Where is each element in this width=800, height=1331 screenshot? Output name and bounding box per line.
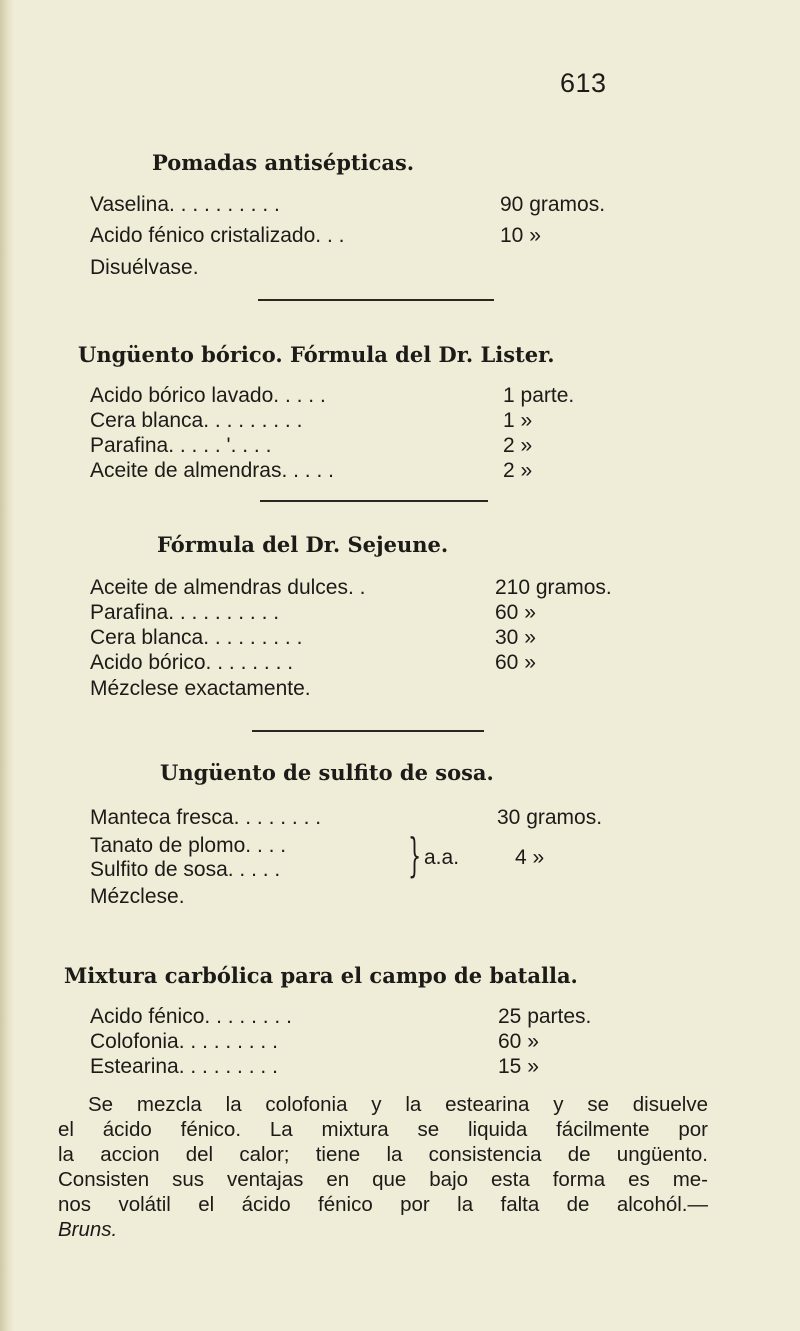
ingredient-amount: 1 » (503, 409, 533, 432)
author-signature: Bruns. (58, 1218, 118, 1241)
ingredient-name: Cera blanca. . . . . . . . . (90, 626, 303, 649)
ingredient-amount: 25 partes. (498, 1005, 592, 1028)
ingredient-name: Aceite de almendras dulces. . (90, 576, 366, 599)
ingredient-name: Acido bórico lavado. . . . . (90, 384, 326, 407)
paragraph-line: Se mezcla la colofonia y la estearina y se disuelve (88, 1093, 708, 1116)
section-title-formula-sejeune: Fórmula del Dr. Sejeune. (157, 532, 449, 557)
ingredient-amount: 1 parte. (503, 384, 575, 407)
ingredient-name: Acido bórico. . . . . . . . (90, 651, 294, 674)
section-divider (258, 299, 494, 301)
ingredient-amount: 60 » (495, 601, 536, 624)
ingredient-name: Estearina. . . . . . . . . (90, 1055, 278, 1078)
ingredient-name: Aceite de almendras. . . . . (90, 459, 334, 482)
ingredient-amount: 10 » (500, 224, 541, 247)
ingredient-name: Tanato de plomo. . . . (90, 834, 287, 857)
ingredient-amount: 30 » (495, 626, 536, 649)
ingredient-amount: 2 » (503, 434, 533, 457)
ingredient-amount: 2 » (503, 459, 533, 482)
ingredient-name: Colofonia. . . . . . . . . (90, 1030, 278, 1053)
ingredient-amount: 60 » (498, 1030, 539, 1053)
page-number: 613 (560, 68, 607, 98)
instruction-note: Disuélvase. (90, 256, 199, 279)
brace-label: a.a. (424, 846, 460, 869)
ingredient-name: Acido fénico cristalizado. . . (90, 224, 345, 247)
ingredient-amount: 210 gramos. (495, 576, 612, 599)
page-spine-shadow (0, 0, 14, 1331)
section-divider (260, 500, 488, 502)
ingredient-name: Parafina. . . . . . . . . . (90, 601, 280, 624)
section-divider (252, 730, 484, 732)
paragraph-line: la accion del calor; tiene la consistencia de ungüento. (58, 1143, 708, 1166)
section-title-unguento-borico: Ungüento bórico. Fórmula del Dr. Lister. (78, 342, 555, 367)
paragraph-line: el ácido fénico. La mixtura se liquida fácilmente por (58, 1118, 708, 1141)
paragraph-line: Consisten sus ventajas en que bajo esta forma es me- (58, 1168, 708, 1191)
section-title-mixtura-carbolica: Mixtura carbólica para el campo de batalla. (64, 963, 578, 988)
ingredient-amount: 30 gramos. (497, 806, 603, 829)
ingredient-name: Acido fénico. . . . . . . . (90, 1005, 292, 1028)
ingredient-amount: 60 » (495, 651, 536, 674)
paragraph-line: nos volátil el ácido fénico por la falta de alcohól.— (58, 1193, 708, 1216)
ingredient-name: Sulfito de sosa. . . . . (90, 858, 281, 881)
ingredient-name: Manteca fresca. . . . . . . . (90, 806, 322, 829)
ingredient-amount: 15 » (498, 1055, 539, 1078)
instruction-note: Mézclese exactamente. (90, 677, 311, 700)
section-title-unguento-sulfito: Ungüento de sulfito de sosa. (160, 760, 494, 785)
section-title-pomadas: Pomadas antisépticas. (152, 150, 415, 175)
ingredient-amount: 90 gramos. (500, 193, 606, 216)
instruction-note: Mézclese. (90, 885, 185, 908)
ingredient-amount: 4 » (515, 846, 545, 869)
ingredient-name: Cera blanca. . . . . . . . . (90, 409, 303, 432)
ingredient-name: Parafina. . . . . '. . . . (90, 434, 272, 457)
brace-symbol: } (408, 828, 422, 882)
ingredient-name: Vaselina. . . . . . . . . . (90, 193, 280, 216)
explanation-paragraph (58, 1092, 708, 1242)
